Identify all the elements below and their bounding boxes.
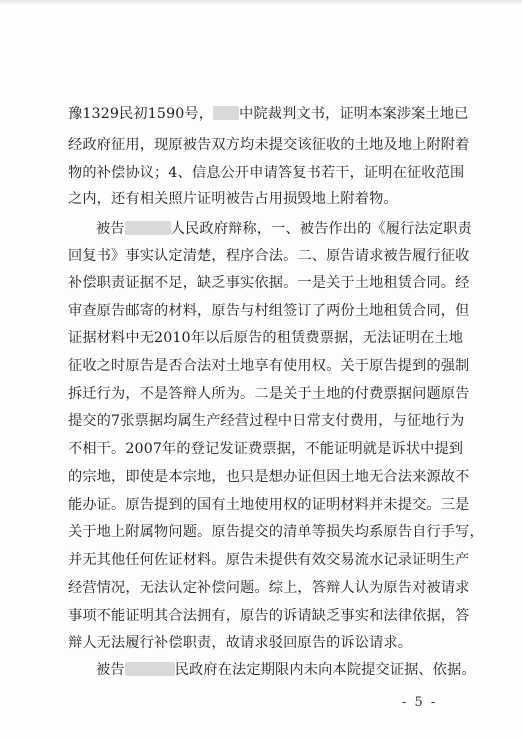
paragraph-line: 不相干。2007年的登记发证费票据，不能证明就是诉状中提到 — [68, 441, 464, 457]
paragraph-line: 辩人无法履行补偿职责，故请求驳回原告的诉讼请求。 — [68, 635, 413, 651]
paragraph-line — [96, 661, 496, 679]
paragraph-line: 提交的7张票据均属生产经营过程中日常支付费用，与征地行为 — [68, 413, 465, 429]
redaction-block — [213, 106, 239, 120]
paragraph-line: 事项不能证明其合法拥有，原告的诉请缺乏事实和法律依据，答 — [68, 608, 470, 624]
paragraph-line: 物的补偿协议；4、信息公开申请答复书若干，证明在征收范围 — [68, 165, 465, 181]
redaction-block — [125, 662, 175, 676]
line-text-before-redaction: 被告 — [96, 221, 125, 237]
paragraph-line: 并无其他任何佐证材料。原告未提供有效交易流水记录证明生产 — [68, 552, 470, 568]
paragraph-line: 之内，还有相关照片证明被告占用损毁地上附着物。 — [68, 191, 398, 207]
redaction-block — [125, 221, 171, 235]
paragraph-line: 回复书》事实认定清楚，程序合法。二、原告请求被告履行征收 — [68, 248, 470, 264]
paragraph-line: 经政府征用，现原被告双方均未提交该征收的土地及地上附附着 — [68, 137, 470, 153]
paragraph-line — [68, 105, 468, 123]
paragraph-line: 证据材料中无2010年以后原告的租赁费票据，无法证明在土地 — [68, 330, 464, 346]
paragraph-line: 征收之时原告是否合法对土地享有使用权。关于原告提到的强制 — [68, 358, 470, 374]
paragraph-line: 经营情况，无法认定补偿问题。综上，答辩人认为原告对被请求 — [68, 580, 470, 596]
paragraph-line: 审查原告邮寄的材料，原告与村组签订了两份土地租赁合同，但 — [68, 303, 470, 319]
scan-edge-shadow — [0, 0, 522, 6]
line-text-after-redaction: 人民政府辩称，一、被告作出的《履行法定职责 — [170, 221, 472, 237]
paragraph-line — [96, 220, 496, 238]
page-number: - 5 - — [402, 695, 438, 710]
line-text-after-redaction: 民政府在法定期限内未向本院提交证据、依据。 — [174, 662, 476, 678]
line-text-before-redaction: 被告 — [96, 662, 125, 678]
line-text-after-redaction: 中院裁判文书，证明本案涉案土地已 — [239, 106, 469, 122]
paragraph-line: 补偿职责证据不足，缺乏事实依据。一是关于土地租赁合同。经 — [68, 275, 470, 291]
paragraph-line: 的宗地，即使是本宗地，也只是想办证但因土地无合法来源故不 — [68, 469, 470, 485]
paragraph-line: 关于地上附属物问题。原告提交的清单等损失均系原告自行手写， — [68, 524, 484, 540]
line-text-before-redaction: 豫1329民初1590号， — [68, 106, 214, 122]
paragraph-line: 能办证。原告提到的国有土地使用权的证明材料并未提交。三是 — [68, 497, 470, 513]
paragraph-line: 拆迁行为，不是答辩人所为。二是关于土地的付费票据问题原告 — [68, 386, 470, 402]
